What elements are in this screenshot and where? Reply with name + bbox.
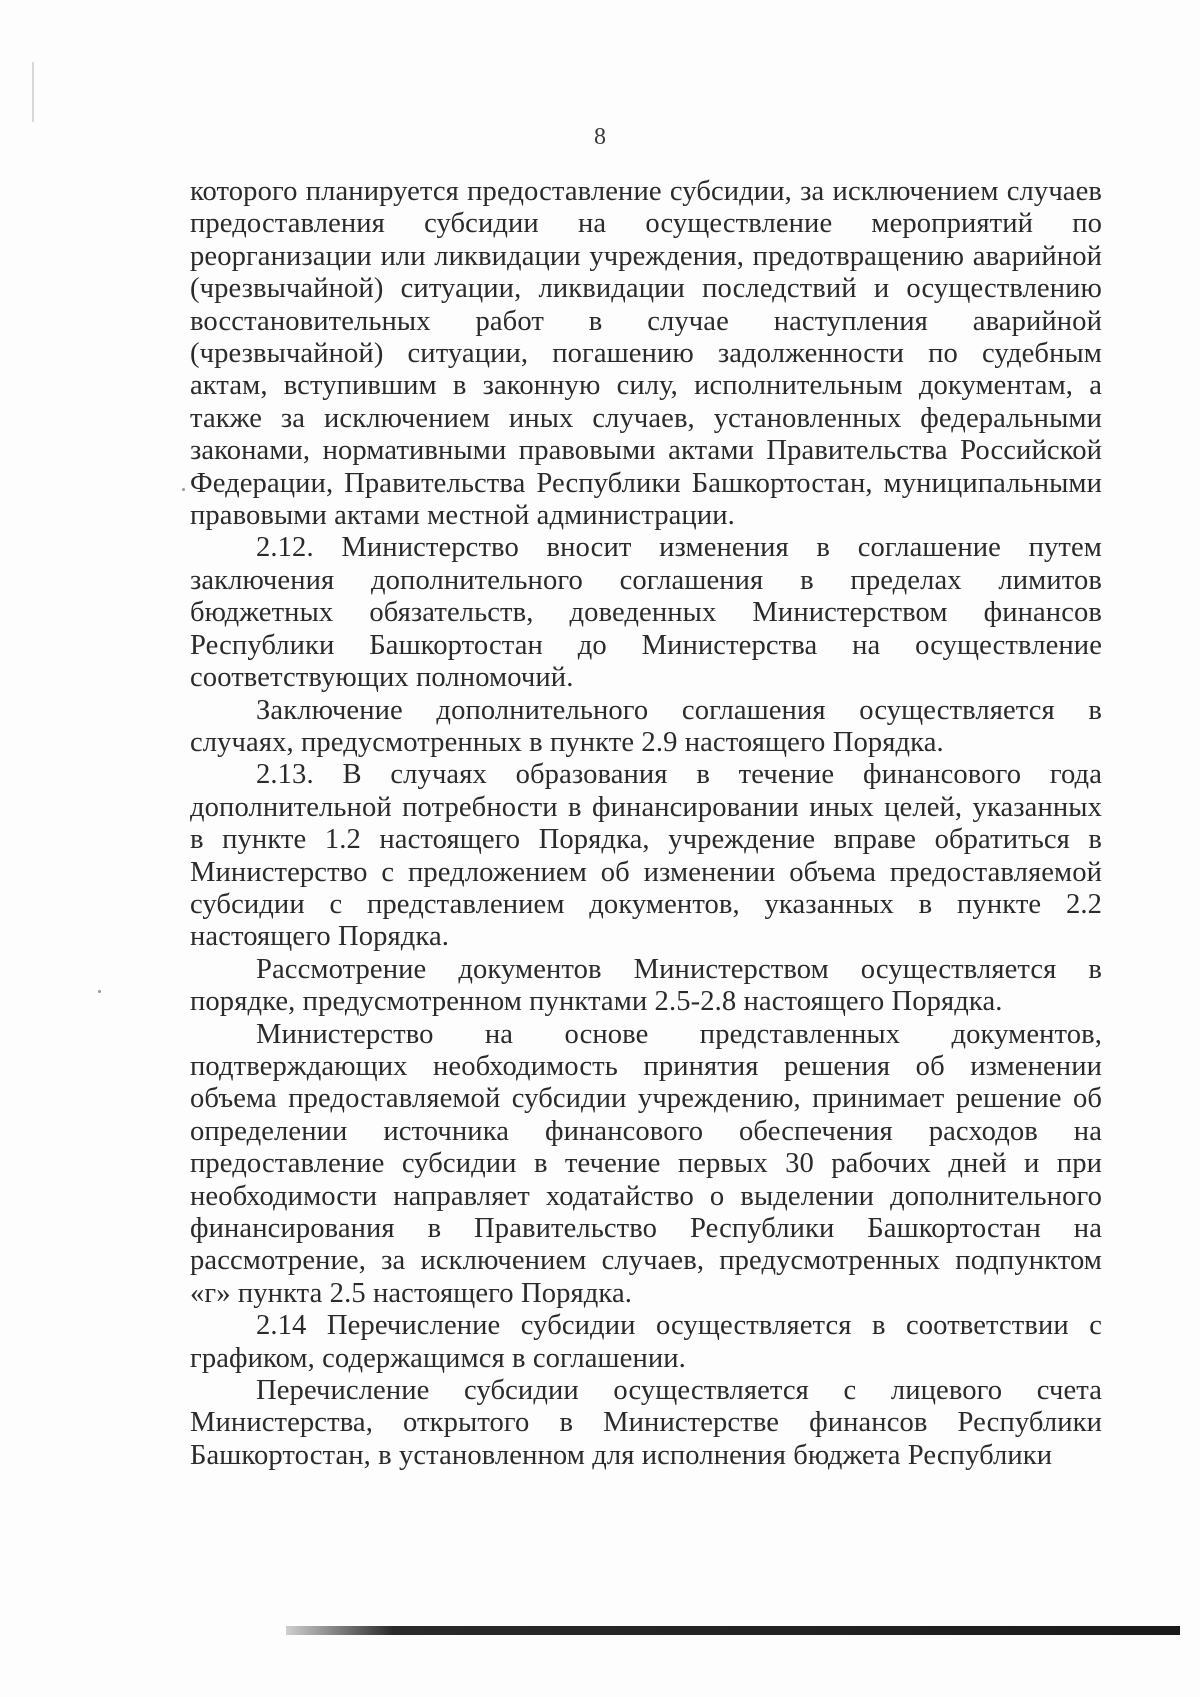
paragraph-2-12: 2.12. Министерство вносит изменения в соглашение путем заключения дополнительного соглашения в пределах лимитов бюджетных обязательств, доведенных Министерством финансов Республики Башкортостан до Министерства на осуществление соответствующих полномочий. bbox=[190, 532, 1102, 694]
paragraph-continuation: которого планируется предоставление субсидии, за исключением случаев предоставления субсидии на осуществление мероприятий по реорганизации или ликвидации учреждения, предотвращению аварийной (чрезвычайной) ситуации, ликвидации последствий и осуществлению восстановительных работ в случае наступления аварийной (чрезвычайной) ситуации, погашению задолженности по судебным актам, вступившим в законную силу, исполнительным документам, а также за исключением иных случаев, установленных федеральными законами, нормативными правовыми актами Правительства Российской Федерации, Правительства Республики Башкортостан, муниципальными правовыми актами местной администрации. bbox=[190, 176, 1102, 532]
paragraph-2-14: 2.14 Перечисление субсидии осуществляется в соответствии с графиком, содержащимся в соглашении. bbox=[190, 1310, 1102, 1374]
paragraph-additional-agreement: Заключение дополнительного соглашения осуществляется в случаях, предусмотренных в пункте 2.9 настоящего Порядка. bbox=[190, 694, 1102, 758]
paragraph-ministry-decision: Министерство на основе представленных документов, подтверждающих необходимость принятия решения об изменении объема предоставляемой субсидии учреждению, принимает решение об определении источника финансового обеспечения расходов на предоставление субсидии в течение первых 30 рабочих дней и при необходимости направляет ходатайство о выделении дополнительного финансирования в Правительство Республики Башкортостан на рассмотрение, за исключением случаев, предусмотренных подпунктом «г» пункта 2.5 настоящего Порядка. bbox=[190, 1018, 1102, 1309]
paragraph-transfer-account: Перечисление субсидии осуществляется с лицевого счета Министерства, открытого в Министерстве финансов Республики Башкортостан, в установленном для исполнения бюджета Республики bbox=[190, 1375, 1102, 1471]
page-number: 8 bbox=[594, 124, 606, 150]
document-body bbox=[190, 176, 1102, 1472]
scan-edge-mark bbox=[32, 62, 34, 122]
scan-bottom-bar bbox=[286, 1626, 1180, 1635]
paragraph-2-13: 2.13. В случаях образования в течение финансового года дополнительной потребности в финансировании иных целей, указанных в пункте 1.2 настоящего Порядка, учреждение вправе обратиться в Министерство с предложением об изменении объема предоставляемой субсидии с представлением документов, указанных в пункте 2.2 настоящего Порядка. bbox=[190, 759, 1102, 953]
paragraph-review-documents: Рассмотрение документов Министерством осуществляется в порядке, предусмотренном пунктами 2.5-2.8 настоящего Порядка. bbox=[190, 953, 1102, 1018]
scan-dust-dot bbox=[182, 488, 185, 491]
scan-dust-dot bbox=[98, 990, 101, 993]
